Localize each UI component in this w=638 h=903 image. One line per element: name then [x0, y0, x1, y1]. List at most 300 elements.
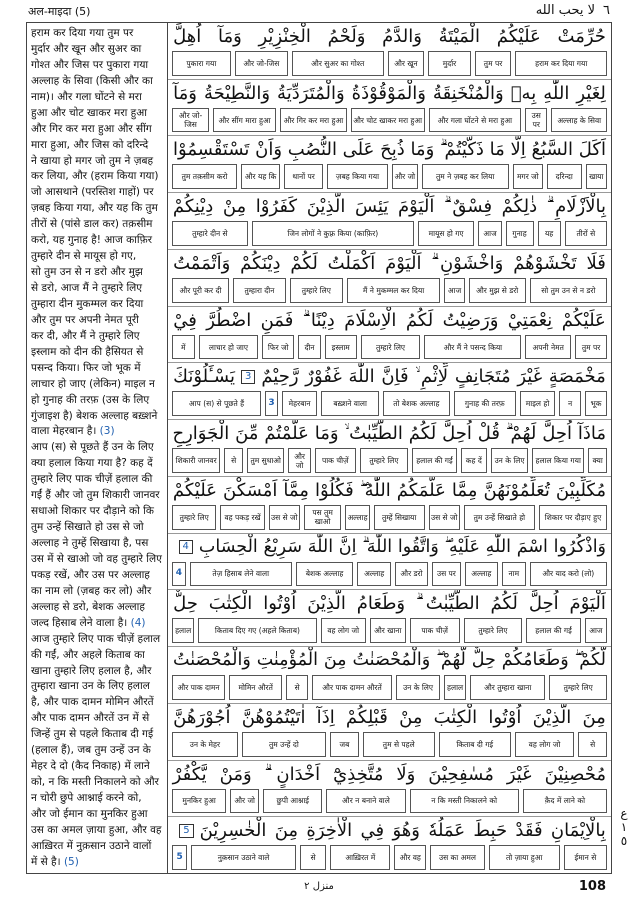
translation-line	[31, 695, 163, 710]
word-meaning-row	[168, 561, 611, 590]
word-meaning-box: मुनकिर हुआ	[172, 789, 226, 814]
translation-text: गईं हैं और जो तुम शिकारी जानवर	[31, 489, 160, 502]
verse-section	[168, 193, 611, 250]
word-meaning-box: तुम सुधाओ	[247, 448, 284, 473]
word-meaning-box: न	[559, 391, 581, 416]
translation-text: गुंजाइश है) बेशक अल्लाह बख़्शने	[31, 409, 158, 422]
arabic-line	[168, 647, 611, 674]
translation-text: जिन्हें तुम से पहले किताब दी गई	[31, 728, 154, 741]
word-meaning-box: तुम्हारा दीन	[233, 278, 286, 303]
arabic-text-run	[173, 647, 606, 674]
word-meaning-box: और तुम्हारा खाना	[470, 675, 545, 700]
word-meaning-row	[168, 844, 611, 873]
word-meaning-box: हलाल की गईं	[412, 448, 457, 473]
verse-section	[168, 817, 611, 873]
translation-line	[31, 488, 163, 503]
translation-line	[31, 74, 163, 89]
word-meaning-box: गुनाह की तरफ़	[454, 391, 516, 416]
word-meaning-box: और जो	[288, 448, 310, 473]
translation-line	[31, 424, 163, 439]
translation-line	[31, 807, 163, 822]
verse-section	[168, 307, 611, 364]
arabic-text: مُحْصِنِيْنَ غَيْرَ مُسٰفِحِيْنَ وَلَا مُتَّخِذِيْٓ اَخْدَانٍ ۗ وَمَنْ يَّكْفُرْ	[172, 763, 606, 785]
translation-text: मेहर दे दो (कैद निकाह) में लाने	[31, 760, 150, 773]
word-meaning-box: तुम उन्हें सिखाते हो	[464, 505, 535, 530]
verse-section	[168, 647, 611, 704]
word-meaning-box: तुम तक़सीम करो	[172, 164, 237, 189]
translation-line	[31, 409, 163, 424]
word-meaning-box: ईमान से	[564, 845, 607, 870]
word-meaning-box: और न बनाने वाले	[326, 789, 405, 814]
ruku-marker-glyph: ١	[620, 820, 628, 834]
word-meaning-box: बेशक अल्लाह	[296, 562, 354, 587]
translation-text: अल्लाह से डरो, बेशक अल्लाह	[31, 600, 145, 613]
translation-line	[31, 361, 163, 376]
word-meaning-row	[168, 220, 611, 249]
word-meaning-box: नुक़सान उठाने वाले	[191, 845, 296, 870]
arabic-line	[168, 307, 611, 334]
page-number: 108	[578, 879, 606, 894]
word-meaning-box: दीन	[298, 335, 321, 360]
word-meaning-box: और मुझ से डरो	[469, 278, 526, 303]
translation-text: ज़बह किया गया, और यह कि तुम	[31, 202, 158, 215]
arabic-line	[168, 250, 611, 277]
translation-line	[31, 26, 163, 41]
translation-line	[31, 233, 163, 248]
arabic-text-run	[172, 420, 606, 447]
translation-text: पकड़ रखें, और उस पर अल्लाह	[31, 568, 150, 581]
ayah-number: (3)	[99, 425, 115, 438]
verse-section	[168, 704, 611, 761]
arabic-line	[168, 80, 611, 107]
ayah-end-marker: 5	[179, 824, 193, 838]
word-meaning-box: उस पर	[432, 562, 460, 587]
ruku-marker	[614, 806, 634, 848]
word-meaning-box: तुम्हारे लिए	[464, 618, 523, 643]
translation-text: लाचार हो जाए (लेकिन) माइल न	[31, 377, 155, 390]
translation-text: क्या हलाल किया गया है? कह दें	[31, 457, 153, 470]
word-meaning-box: तुम से पहले	[363, 732, 435, 757]
translation-line	[31, 584, 163, 599]
arabic-line	[168, 193, 611, 220]
word-meaning-box: और सींग मारा हुआ	[213, 108, 276, 133]
juz-name: لا يحب الله	[535, 3, 596, 18]
word-meaning-row	[168, 50, 611, 79]
translation-line	[31, 679, 163, 694]
word-meaning-box: तुम्हारे दीन से	[172, 221, 248, 246]
word-meaning-box: अल्लाह	[465, 562, 498, 587]
translation-text: को, न कि मस्ती निकालने को और	[31, 776, 159, 789]
arabic-text-run	[173, 307, 606, 334]
word-meaning-box: से	[578, 732, 607, 757]
translation-line	[31, 154, 163, 169]
translation-text: खाना तुम्हारे लिए हलाल है, और	[31, 664, 152, 677]
word-meaning-box: तुम्हारे लिए	[549, 675, 607, 700]
surah-header: अल-माइदा (5)	[28, 5, 91, 18]
arabic-text-run	[173, 761, 606, 788]
translation-line	[31, 281, 163, 296]
arabic-text: وَاذْكُرُوا اسْمَ اللّٰهِ عَلَيْهِ ۖ وَاتَّقُوا اللّٰهَ ۗ اِنَّ اللّٰهَ سَرِيْعُ الْحِسَابِ	[198, 536, 606, 557]
translation-line	[31, 329, 163, 344]
word-meaning-box: माइल हो	[520, 391, 555, 416]
translation-text: तीरों से (पांसे डाल कर) तक़सीम	[31, 218, 153, 231]
translation-line	[31, 90, 163, 105]
word-meaning-box: अपनी नेमत	[525, 335, 571, 360]
translation-text: से डरो, आज मैं ने तुम्हारे लिए	[31, 282, 143, 294]
translation-line	[31, 185, 163, 200]
translation-text: अल्लाह के सिवा (किसी और का	[31, 74, 153, 87]
arabic-text-run	[173, 704, 606, 731]
translation-text: इस्लाम को दीन की हैसियत से	[31, 345, 144, 358]
translation-line	[31, 727, 163, 742]
translation-text: आख़िरत में नुक़सान उठाने वालों	[31, 839, 152, 852]
arabic-line	[168, 420, 611, 447]
arabic-text: يَسْـَٔلُوْنَكَ	[173, 366, 235, 388]
translation-text: तुम्हारे दीन से मायूस हो गए,	[31, 250, 137, 263]
word-meaning-box: से	[286, 675, 308, 700]
word-meaning-box: उस से जो	[269, 505, 300, 530]
translation-line	[31, 520, 163, 535]
word-meaning-box: नाम	[502, 562, 526, 587]
translation-column	[27, 23, 168, 873]
word-meaning-box: पुकारा गया	[172, 51, 231, 76]
translation-text: ने खाया हो मगर जो तुम ने ज़बह	[31, 154, 154, 167]
word-meaning-box: और खाना	[370, 618, 406, 643]
word-meaning-row	[168, 731, 611, 760]
word-meaning-box: हलाल	[172, 618, 194, 643]
translation-line	[31, 839, 163, 854]
word-meaning-box: और वह	[394, 845, 426, 870]
translation-line	[31, 377, 163, 392]
translation-text: हुआ और चोट खाकर मरा हुआ	[31, 106, 147, 119]
word-meaning-box: और डरो	[395, 562, 428, 587]
translation-text: जल्द हिसाब लेने वाला है।	[31, 616, 128, 629]
translation-line	[31, 249, 163, 264]
word-meaning-box: और गिर कर मरा हुआ	[280, 108, 347, 133]
word-meaning-box: आज	[478, 221, 501, 246]
translation-text: हराम कर दिया गया तुम पर	[31, 27, 134, 39]
translation-line	[31, 345, 163, 360]
word-meaning-box: पस तुम खाओ	[304, 505, 342, 530]
word-meaning-row	[168, 107, 611, 136]
translation-text: और जो ईमान का मुनकिर हुआ	[31, 807, 148, 820]
translation-line	[31, 472, 163, 487]
word-meaning-box: और गला घोंटने से मरा हुआ	[429, 108, 521, 133]
word-meaning-box: आज	[585, 618, 607, 643]
word-meaning-box: तो बेशक अल्लाह	[383, 391, 450, 416]
translation-text: आप (स) से पूछते हैं उन के लिए	[31, 441, 154, 454]
arabic-text: اَلْيَوْمَ اُحِلَّ لَكُمُ الطَّيِّبٰتُ ۗ وَطَعَامُ الَّذِيْنَ اُوْتُوا الْكِتٰبَ حِلٌّ	[173, 593, 606, 615]
word-meaning-box: छुपी आश्नाई	[263, 789, 322, 814]
word-meaning-box: भूक	[585, 391, 607, 416]
word-meaning-box: वह लोग जो	[515, 732, 575, 757]
word-meaning-box: बख़्शने वाला	[321, 391, 379, 416]
translation-line	[31, 138, 163, 153]
word-meaning-box: फिर जो	[262, 335, 294, 360]
translation-text: का नाम लो (ज़बह कर लो) और	[31, 584, 152, 597]
translation-text: की गईं, और अहले किताब का	[31, 648, 145, 661]
arabic-text-run	[173, 250, 606, 277]
word-meaning-box: वह लोग जो	[321, 618, 366, 643]
word-meaning-box: पाक चीज़ें	[410, 618, 460, 643]
arabic-text-run	[173, 363, 606, 390]
translation-text: गोश्त और जिस पर पुकारा गया	[31, 58, 149, 71]
word-meaning-box: हलाल किया गया	[532, 448, 584, 473]
word-meaning-box: तो ज़ाया हुआ	[489, 845, 560, 870]
arabic-line	[168, 817, 611, 844]
translation-line	[31, 536, 163, 551]
ayah-end-marker: 4	[179, 540, 193, 554]
word-meaning-box: जिन लोगों ने कुफ़्र किया (काफ़िर)	[252, 221, 414, 246]
word-meaning-box: और जो-जिस	[235, 51, 288, 76]
word-meaning-box: यह	[538, 221, 561, 246]
word-meaning-box: तुम ने ज़बह कर लिया	[422, 164, 509, 189]
translation-line	[31, 743, 163, 758]
translation-line	[31, 711, 163, 726]
translation-line	[31, 600, 163, 615]
arabic-line	[168, 590, 611, 617]
translation-line	[31, 552, 163, 567]
word-meaning-box: न कि मस्ती निकालने को	[410, 789, 519, 814]
verse-section	[168, 534, 611, 591]
arabic-text: بِالْاَزْلَامِ ۗ ذٰلِكُمْ فِسْقٌ ۗ اَلْيَوْمَ يَئِسَ الَّذِيْنَ كَفَرُوْا مِنْ دِيْنِكُمْ	[172, 196, 606, 218]
word-meaning-box: तुम पर	[575, 335, 607, 360]
word-meaning-box: और जो	[392, 164, 418, 189]
word-meaning-box: आप (स) से पूछते हैं	[172, 391, 261, 416]
ayah-number-box: 4	[172, 562, 186, 587]
translation-text: और तुम पर अपनी नेमत पूरी	[31, 313, 139, 326]
arabic-text: عَلَيْكُمْ نِعْمَتِيْ وَرَضِيْتُ لَكُمُ الْاِسْلَامَ دِيْنًا ۗ فَمَنِ اضْطُرَّ فِيْ	[173, 309, 606, 331]
word-meaning-box: और पूरी कर दी	[172, 278, 229, 303]
arabic-text-run	[173, 590, 606, 617]
word-meaning-row	[168, 674, 611, 703]
juz-header	[536, 3, 610, 19]
translation-text: पसन्द किया। फिर जो भूक में	[31, 361, 141, 374]
translation-text: और गिर कर मरा हुआ और सींग	[31, 122, 152, 135]
verse-section	[168, 477, 611, 534]
translation-line	[31, 106, 163, 121]
arabic-text: اَكَلَ السَّبُعُ اِلَّا مَا ذَكَّيْتُمْ ۗ وَمَا ذُبِحَ عَلَى النُّصُبِ وَاَنْ تَسْتَقْسِمُوْا	[173, 139, 606, 161]
word-meaning-box: किताब दिए गए (अहले किताब)	[198, 618, 316, 643]
arabic-text: مَخْمَصَةٍ غَيْرَ مُتَجَانِفٍ لِّاِثْمٍ ۙ فَاِنَّ اللّٰهَ غَفُوْرٌ رَّحِيْمٌ	[261, 366, 606, 388]
translation-text: वाला मेहरबान है।	[31, 425, 97, 438]
word-meaning-box: मैं ने मुकम्मल कर दिया	[347, 278, 441, 303]
ayah-end-marker: 3	[241, 370, 255, 384]
word-meaning-box: कह दें	[461, 448, 487, 473]
arabic-text: لَّكُمْ ۖ وَطَعَامُكُمْ حِلٌّ لَّهُمْ ۖ وَالْمُحْصَنٰتُ مِنَ الْمُؤْمِنٰتِ وَالْمُحْصَنٰتُ	[173, 650, 606, 671]
translation-text: मारा हुआ, और जिस को दरिन्दे	[31, 138, 149, 151]
translation-text: और पाक दामन औरतें उन में से	[31, 712, 150, 725]
word-meaning-box: थानों पर	[284, 164, 323, 189]
translation-line	[31, 648, 163, 663]
translation-text: तुम्हारा दीन मुकम्मल कर दिया	[31, 297, 144, 310]
word-meaning-box: तीरों से	[565, 221, 607, 246]
arabic-line	[168, 761, 611, 788]
word-meaning-box: ज़बह किया गया	[327, 164, 388, 189]
word-meaning-box: और पाक दामन औरतें	[312, 675, 392, 700]
word-meaning-row	[168, 788, 611, 817]
arabic-text-run	[173, 193, 606, 220]
word-meaning-row	[168, 617, 611, 646]
translation-text: मुर्दार और खून और सुअर का	[31, 42, 142, 55]
translation-line	[31, 217, 163, 232]
word-meaning-box: पाक चीज़ें	[315, 448, 356, 473]
word-meaning-box: शिकार पर दौड़ाए हुए	[539, 505, 607, 530]
verse-section	[168, 590, 611, 647]
translation-line	[31, 169, 163, 184]
translation-line	[31, 759, 163, 774]
word-meaning-box: तुम्हारे लिए	[361, 335, 421, 360]
word-meaning-box: हलाल की गईं	[526, 618, 580, 643]
word-meaning-row	[168, 277, 611, 306]
word-meaning-box: उस से जो	[429, 505, 460, 530]
arabic-line	[168, 477, 611, 504]
word-meaning-box: तेज़ हिसाब लेने वाला	[190, 562, 292, 587]
arabic-text-run	[173, 534, 606, 561]
translation-text: (हलाल हैं), जब तुम उन्हें उन के	[31, 744, 151, 757]
verse-section	[168, 363, 611, 420]
word-meaning-box: में	[172, 335, 195, 360]
ruku-marker-glyph: ع	[620, 806, 628, 820]
word-meaning-box: दरिन्दा	[547, 164, 582, 189]
word-meaning-box: उन के लिए	[396, 675, 440, 700]
translation-text: तुम्हारे लिए पाक चीज़ें हलाल की	[31, 473, 153, 486]
word-meaning-box: हराम कर दिया गया	[515, 51, 607, 76]
word-meaning-box: और चोट खाकर मरा हुआ	[351, 108, 425, 133]
ayah-number-box: 3	[265, 391, 278, 416]
verse-section	[168, 250, 611, 307]
arabic-word-by-word-column	[168, 23, 611, 873]
translation-line	[31, 313, 163, 328]
verse-section	[168, 761, 611, 818]
arabic-text: حُرِّمَتْ عَلَيْكُمُ الْمَيْتَةُ وَالدَّمُ وَلَحْمُ الْخِنْزِيْرِ وَمَآ اُهِلَّ	[173, 26, 606, 47]
translation-text: तुम उन्हें सिखाते हो उस से जो	[31, 521, 144, 534]
translation-line	[31, 664, 163, 679]
translation-text: उस में से खाओ जो वह तुम्हारे लिए	[31, 552, 162, 565]
translation-text: सधाओ शिकार पर दौड़ाने को कि	[31, 505, 154, 518]
arabic-line	[168, 363, 611, 390]
arabic-line	[168, 23, 611, 50]
arabic-text-run	[173, 80, 606, 107]
word-meaning-box: उस का अमल	[430, 845, 484, 870]
arabic-text-run	[173, 23, 606, 50]
word-meaning-box: तुम्हारे लिए	[360, 448, 408, 473]
word-meaning-box: किताब दी गई	[439, 732, 511, 757]
word-meaning-box: और खून	[388, 51, 425, 76]
word-meaning-box: तुम्हारे लिए	[290, 278, 343, 303]
word-meaning-box: आख़िरत में	[330, 845, 390, 870]
word-meaning-box: अल्लाह	[357, 562, 390, 587]
translation-text: अल्लाह ने तुम्हें सिखाया है, पस	[31, 537, 149, 549]
word-meaning-box: जब	[330, 732, 359, 757]
word-meaning-box: और जो	[230, 789, 259, 814]
word-meaning-box: मेहरबान	[282, 391, 317, 416]
word-meaning-box: तुम्हें सिखाया	[374, 505, 425, 530]
translation-line	[31, 122, 163, 137]
word-meaning-box: तुम उन्हें दो	[242, 732, 326, 757]
word-meaning-row	[168, 447, 611, 476]
word-meaning-box: और सुअर का गोश्त	[292, 51, 384, 76]
word-meaning-row	[168, 504, 611, 533]
word-meaning-box: वह पकड़ रखें	[220, 505, 264, 530]
translation-line	[31, 791, 163, 806]
word-meaning-box: लाचार हो जाए	[199, 335, 259, 360]
arabic-text: مِنَ الَّذِيْنَ اُوْتُوا الْكِتٰبَ مِنْ قَبْلِكُمْ اِذَآ اٰتَيْتُمُوْهُنَّ اُجُوْرَهُنَّ	[173, 706, 606, 728]
word-meaning-box: से	[300, 845, 326, 870]
word-meaning-box: इस्लाम	[325, 335, 357, 360]
arabic-text: لِغَيْرِ اللّٰهِ بِهٖ وَالْمُنْخَنِقَةُ وَالْمَوْقُوْذَةُ وَالْمُتَرَدِّيَةُ وَالنَّطِيْحَةُ وَمَآ	[173, 82, 606, 104]
word-meaning-box: शिकारी जानवर	[172, 448, 220, 473]
translation-line	[31, 297, 163, 312]
word-meaning-row	[168, 390, 611, 419]
word-meaning-box: क़ैद में लाने को	[523, 789, 607, 814]
translation-line	[31, 775, 163, 790]
translation-text: करो, यह गुनाह है! आज काफ़िर	[31, 234, 153, 247]
translation-line	[31, 456, 163, 471]
arabic-text-run	[173, 477, 606, 504]
word-meaning-box: तुम पर	[475, 51, 512, 76]
arabic-text: مُكَلِّبِيْنَ تُعَلِّمُوْنَهُنَّ مِمَّا عَلَّمَكُمُ اللّٰهُ ۖ فَكُلُوْا مِمَّآ اَمْسَكْنَ عَلَيْكُمْ	[172, 479, 606, 501]
translation-text: कर दी, और मैं ने तुम्हारे लिए	[31, 329, 140, 342]
translation-line	[31, 201, 163, 216]
word-meaning-box: और पाक दामन	[172, 675, 225, 700]
word-meaning-box: और जो-जिस	[172, 108, 209, 133]
translation-text: है, और पाक दामन मोमिन औरतें	[31, 696, 154, 709]
translation-text: न चोरी छुपे आश्नाई करने को,	[31, 792, 142, 804]
word-meaning-box: सो तुम उन से न डरो	[530, 278, 607, 303]
verse-section	[168, 80, 611, 137]
verse-section	[168, 420, 611, 477]
word-meaning-box: उन के लिए	[491, 448, 528, 473]
translation-text: तुम्हारा खाना उन के लिए हलाल	[31, 680, 150, 693]
arabic-line	[168, 534, 611, 561]
translation-text: आज तुम्हारे लिए पाक चीज़ें हलाल	[31, 632, 161, 645]
arabic-text: بِالْاِيْمَانِ فَقَدْ حَبِطَ عَمَلُهٗ وَهُوَ فِي الْاٰخِرَةِ مِنَ الْخٰسِرِيْنَ	[199, 820, 606, 842]
arabic-text: فَلَا تَخْشَوْهُمْ وَاخْشَوْنِ ۗ اَلْيَوْمَ اَكْمَلْتُ لَكُمْ دِيْنَكُمْ وَاَتْمَمْتُ	[173, 252, 606, 274]
translation-text: उस का अमल ज़ाया हुआ, और वह	[31, 823, 162, 836]
ayah-number: (4)	[130, 616, 146, 629]
arabic-text-run	[173, 817, 606, 844]
word-meaning-box: हलाल	[444, 675, 466, 700]
word-meaning-box: तुम्हारे लिए	[172, 505, 216, 530]
word-meaning-box: मुर्दार	[428, 51, 470, 76]
word-meaning-row	[168, 334, 611, 363]
translation-line	[31, 42, 163, 57]
verse-section	[168, 136, 611, 193]
word-meaning-box: मोमिन औरतें	[229, 675, 282, 700]
translation-text: हो गुनाह की तरफ़ (उस के लिए	[31, 393, 150, 406]
ayah-number-box: 5	[172, 845, 187, 870]
translation-line	[31, 504, 163, 519]
verse-section	[168, 23, 611, 80]
arabic-line	[168, 704, 611, 731]
translation-line	[31, 265, 163, 280]
word-meaning-box: उस पर	[525, 108, 547, 133]
word-meaning-row	[168, 163, 611, 192]
translation-text: नाम)। और गला घोंटने से मरा	[31, 90, 142, 103]
translation-text: सो तुम उन से न डरो और मुझ	[31, 266, 143, 279]
translation-line	[31, 568, 163, 583]
manzil-label: منزل ٢	[304, 881, 334, 892]
translation-text: जो आसथाने (परस्तिश गाहों) पर	[31, 186, 154, 199]
translation-line	[31, 855, 163, 870]
translation-line	[31, 632, 163, 647]
word-meaning-box: अल्लाह के सिवा	[551, 108, 607, 133]
word-meaning-box: उन के मेहर	[172, 732, 238, 757]
translation-line	[31, 58, 163, 73]
arabic-text-run	[173, 136, 606, 163]
word-meaning-box: गुनाह	[506, 221, 534, 246]
